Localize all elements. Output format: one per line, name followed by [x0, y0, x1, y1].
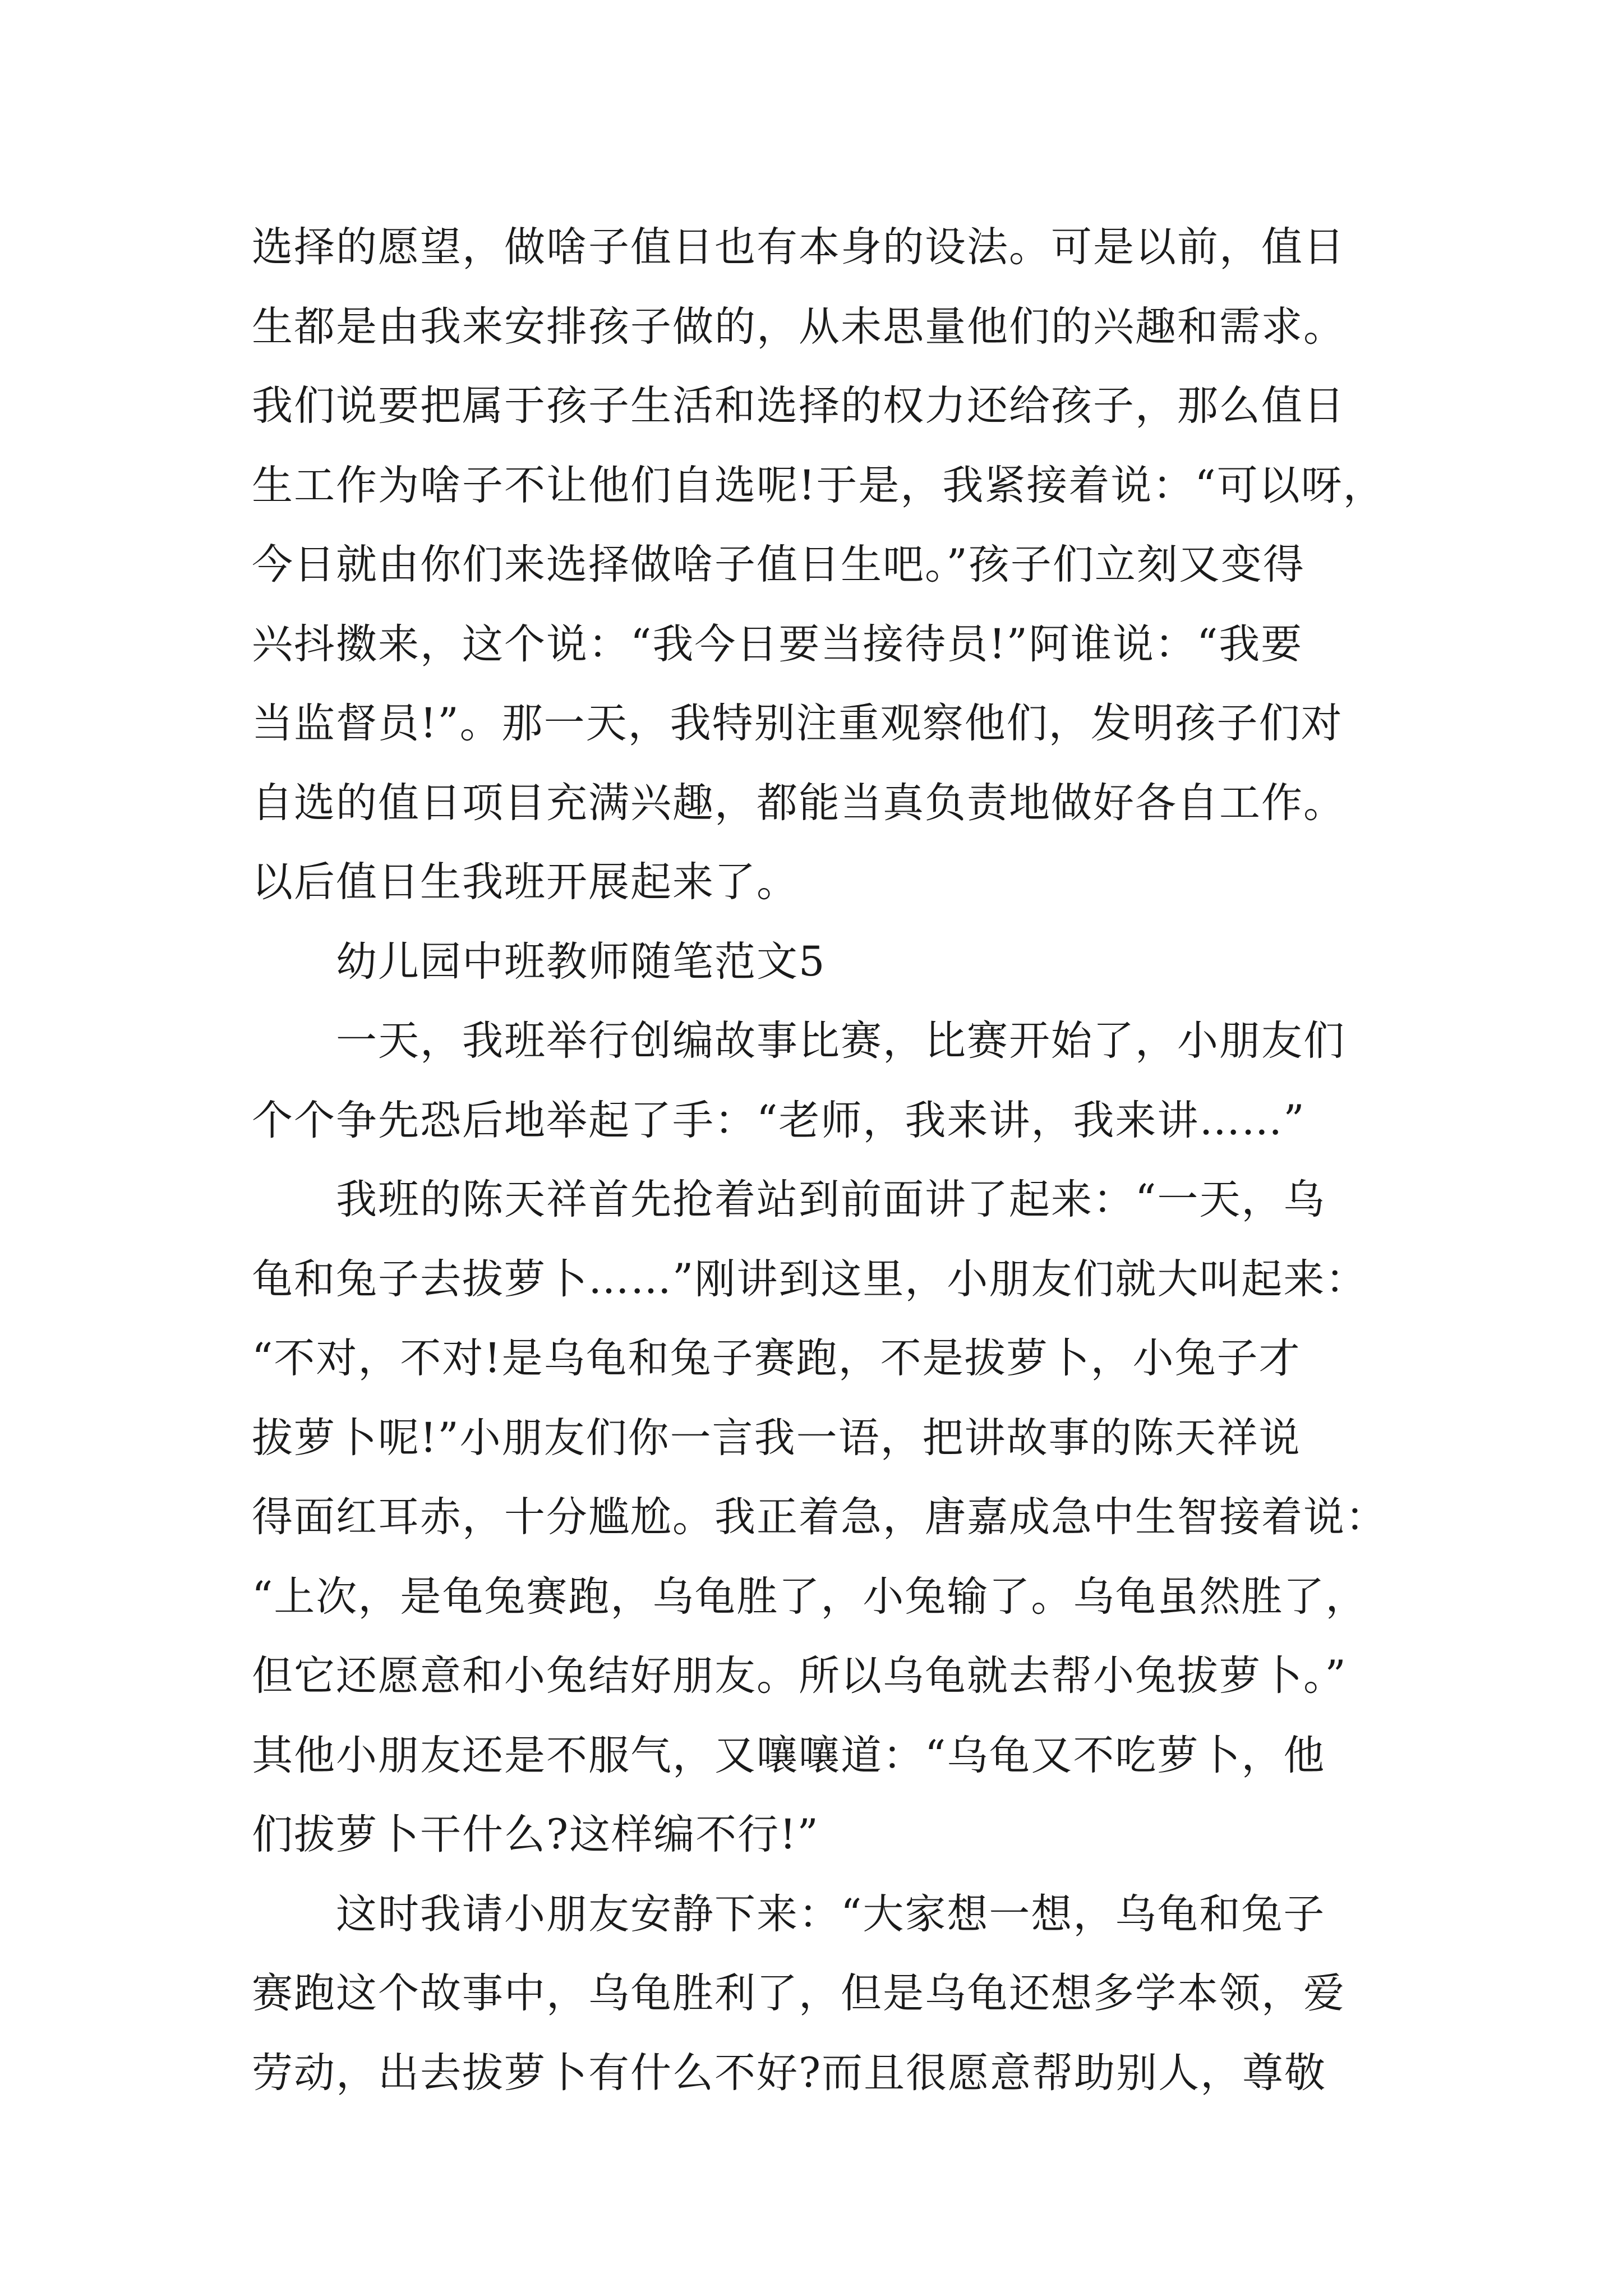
body-text — [252, 208, 1446, 2113]
text-line: 自选的值日项目充满兴趣，都能当真负责地做好各自工作。 — [252, 779, 1345, 827]
text-line: “上次，是龟兔赛跑，乌龟胜了，小兔输了。乌龟虽然胜了， — [252, 1572, 1368, 1621]
text-line: “不对，不对!是乌龟和兔子赛跑，不是拔萝卜，小兔子才 — [252, 1335, 1301, 1382]
text-line: 生都是由我来安排孩子做的，从未思量他们的兴趣和需求。 — [252, 302, 1345, 351]
text-line: 拔萝卜呢!”小朋友们你一言我一语，把讲故事的陈天祥说 — [252, 1414, 1301, 1462]
text-line: 今日就由你们来选择做啥子值日生吧。”孩子们立刻又变得 — [252, 541, 1305, 588]
text-line: 当监督员!”。那一天，我特别注重观察他们，发明孩子们对 — [252, 700, 1343, 747]
paragraph-start: 这时我请小朋友安静下来：“大家想一想，乌龟和兔子 — [336, 1890, 1326, 1938]
text-line: 劳动，出去拔萝卜有什么不好?而且很愿意帮助别人，尊敬 — [252, 2049, 1327, 2097]
text-line: 得面红耳赤，十分尴尬。我正着急，唐嘉成急中生智接着说： — [252, 1493, 1387, 1541]
text-line: 兴抖擞来，这个说：“我今日要当接待员!”阿谁说：“我要 — [252, 620, 1303, 668]
paragraph-start: 一天，我班举行创编故事比赛，比赛开始了，小朋友们 — [336, 1017, 1345, 1065]
text-line: 生工作为啥子不让他们自选呢!于是，我紧接着说：“可以呀， — [252, 461, 1385, 509]
section-heading: 幼儿园中班教师随笔范文5 — [336, 937, 826, 986]
text-line: 们拔萝卜干什么?这样编不行!” — [252, 1811, 819, 1858]
text-line: 但它还愿意和小兔结好朋友。所以乌龟就去帮小兔拔萝卜。” — [252, 1652, 1347, 1700]
paragraph-start: 我班的陈天祥首先抢着站到前面讲了起来：“一天，乌 — [336, 1176, 1326, 1223]
text-line: 其他小朋友还是不服气，又嚷嚷道：“乌龟又不吃萝卜，他 — [252, 1731, 1326, 1779]
text-line: 选择的愿望，做啥子值日也有本身的设法。可是以前，值日 — [252, 223, 1345, 271]
text-line: 龟和兔子去拔萝卜……”刚讲到这里，小朋友们就大叫起来： — [252, 1255, 1368, 1303]
text-line: 个个争先恐后地举起了手：“老师，我来讲，我来讲……” — [252, 1096, 1306, 1144]
text-line: 我们说要把属于孩子生活和选择的权力还给孩子，那么值日 — [252, 382, 1345, 430]
text-line: 以后值日生我班开展起来了。 — [252, 858, 799, 906]
text-line: 赛跑这个故事中，乌龟胜利了，但是乌龟还想多学本领，爱 — [252, 1970, 1345, 2017]
